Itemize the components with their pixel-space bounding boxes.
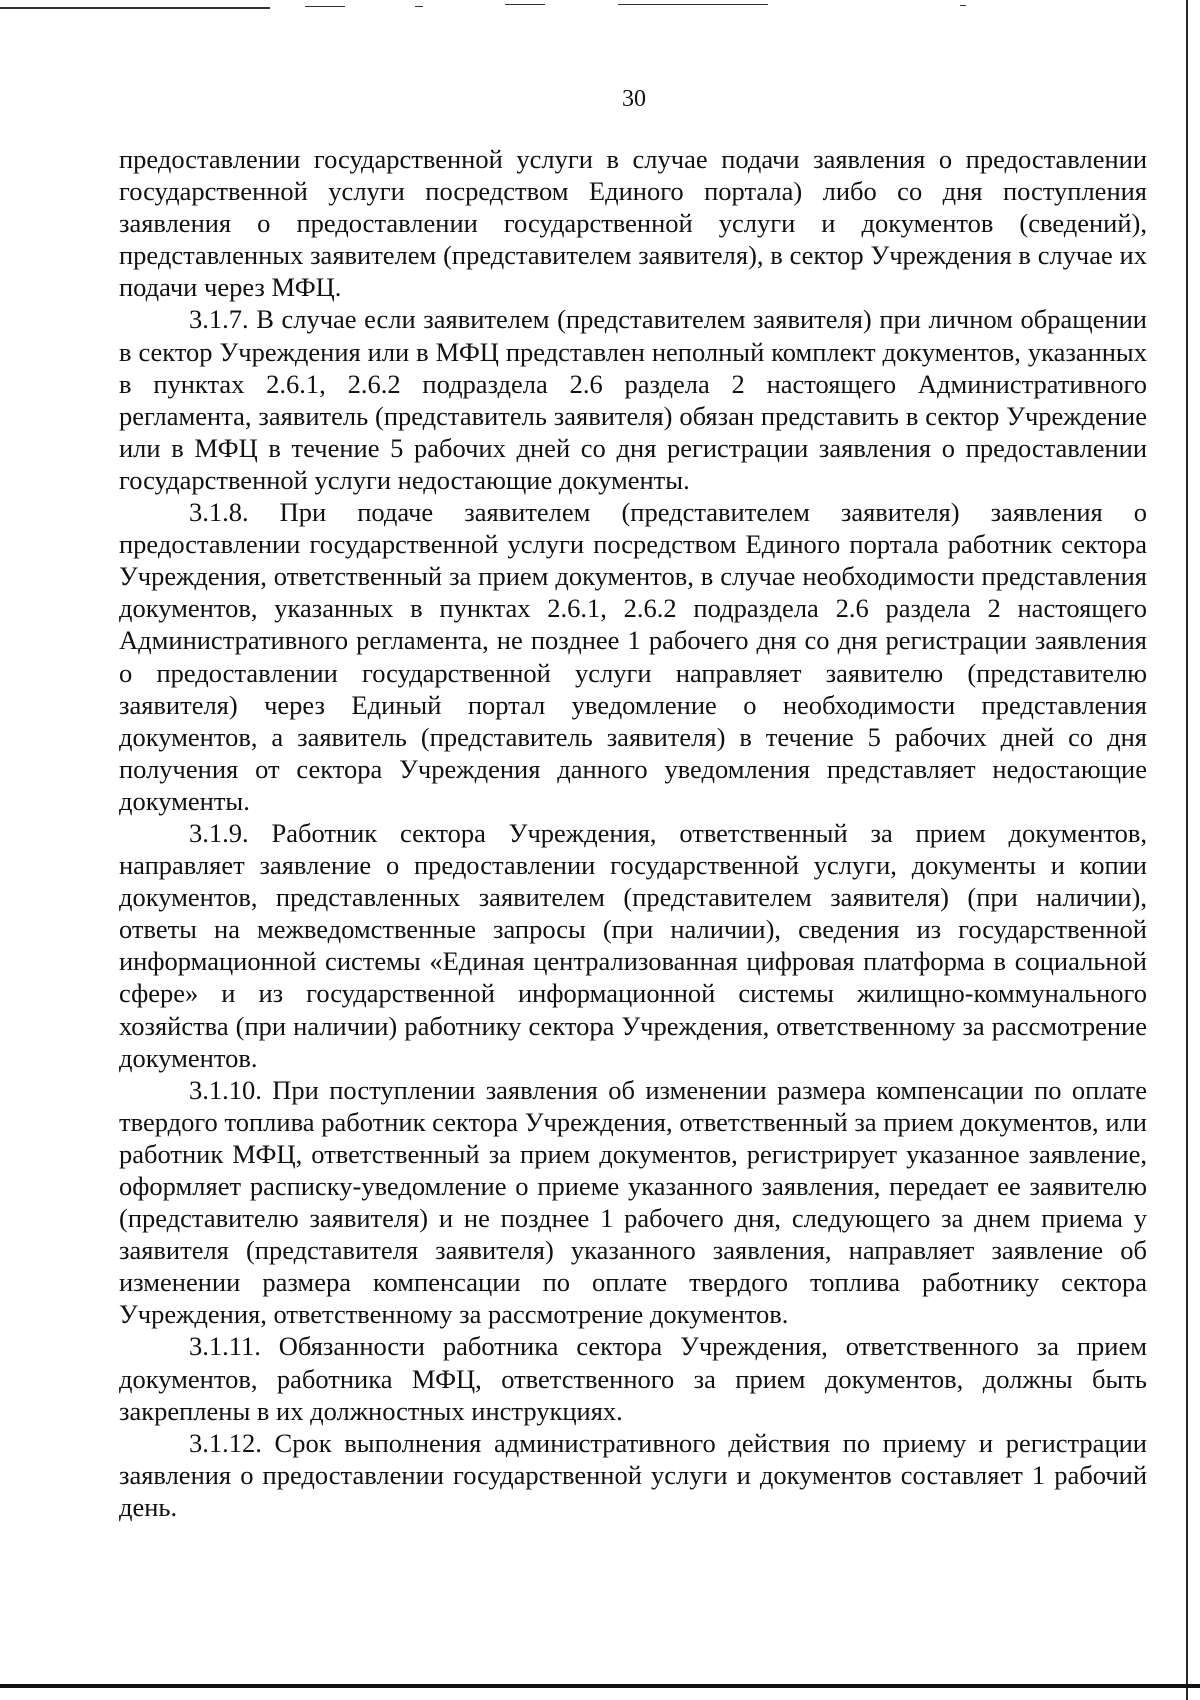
document-body <box>119 143 1147 1523</box>
page-number: 30 <box>622 86 646 112</box>
paragraph-3-1-11: 3.1.11. Обязанности работника сектора Учреждения, ответственного за прием документов, работника МФЦ, ответственного за прием документов, должны быть закреплены в их должностных инструкциях. <box>119 1331 1147 1426</box>
paragraph-continuation: предоставлении государственной услуги в случае подачи заявления о предоставлении государственной услуги посредством Единого портала) либо со дня поступления заявления о предоставлении государственной услуги и документов (сведений), представленных заявителем (представителем заявителя), в сектор Учреждения в случае их подачи через МФЦ. <box>119 144 1147 303</box>
scan-right-edge-artifact <box>1186 0 1188 1700</box>
paragraph-3-1-7: 3.1.7. В случае если заявителем (представителем заявителя) при личном обращении в сектор Учреждения или в МФЦ представлен неполный комплект документов, указанных в пунктах 2.6.1, 2.6.2 подраздела 2.6 раздела 2 настоящего Административного регламента, заявитель (представитель заявителя) обязан представить в сектор Учреждение или в МФЦ в течение 5 рабочих дней со дня регистрации заявления о предоставлении государственной услуги недостающие документы. <box>119 304 1147 495</box>
paragraph-3-1-8: 3.1.8. При подаче заявителем (представителем заявителя) заявления о предоставлении государственной услуги посредством Единого портала работник сектора Учреждения, ответственный за прием документов, в случае необходимости представления документов, указанных в пунктах 2.6.1, 2.6.2 подраздела 2.6 раздела 2 настоящего Административного регламента, не позднее 1 рабочего дня со дня регистрации заявления о предоставлении государственной услуги направляет заявителю (представителю заявителя) через Единый портал уведомление о необходимости представления документов, а заявитель (представитель заявителя) в течение 5 рабочих дней со дня получения от сектора Учреждения данного уведомления представляет недостающие документы. <box>119 497 1147 816</box>
paragraph-3-1-12: 3.1.12. Срок выполнения административного действия по приему и регистрации заявления о предоставлении государственной услуги и документов составляет 1 рабочий день. <box>119 1427 1147 1522</box>
scan-top-edge-artifact <box>0 0 1200 14</box>
scan-bottom-edge-artifact <box>0 1684 1200 1688</box>
paragraph-3-1-9: 3.1.9. Работник сектора Учреждения, ответственный за прием документов, направляет заявление о предоставлении государственной услуги, документы и копии документов, представленных заявителем (представителем заявителя) (при наличии), ответы на межведомственные запросы (при наличии), сведения из государственной информационной системы «Единая централизованная цифровая платформа в социальной сфере» и из государственной информационной системы жилищно-коммунального хозяйства (при наличии) работнику сектора Учреждения, ответственному за рассмотрение документов. <box>119 817 1147 1073</box>
paragraph-3-1-10: 3.1.10. При поступлении заявления об изменении размера компенсации по оплате твердого топлива работник сектора Учреждения, ответственный за прием документов, или работник МФЦ, ответственный за прием документов, регистрирует указанное заявление, оформляет расписку-уведомление о приеме указанного заявления, передает ее заявителю (представителю заявителя) и не позднее 1 рабочего дня, следующего за днем приема у заявителя (представителя заявителя) указанного заявления, направляет заявление об изменении размера компенсации по оплате твердого топлива работнику сектора Учреждения, ответственному за рассмотрение документов. <box>119 1074 1147 1330</box>
